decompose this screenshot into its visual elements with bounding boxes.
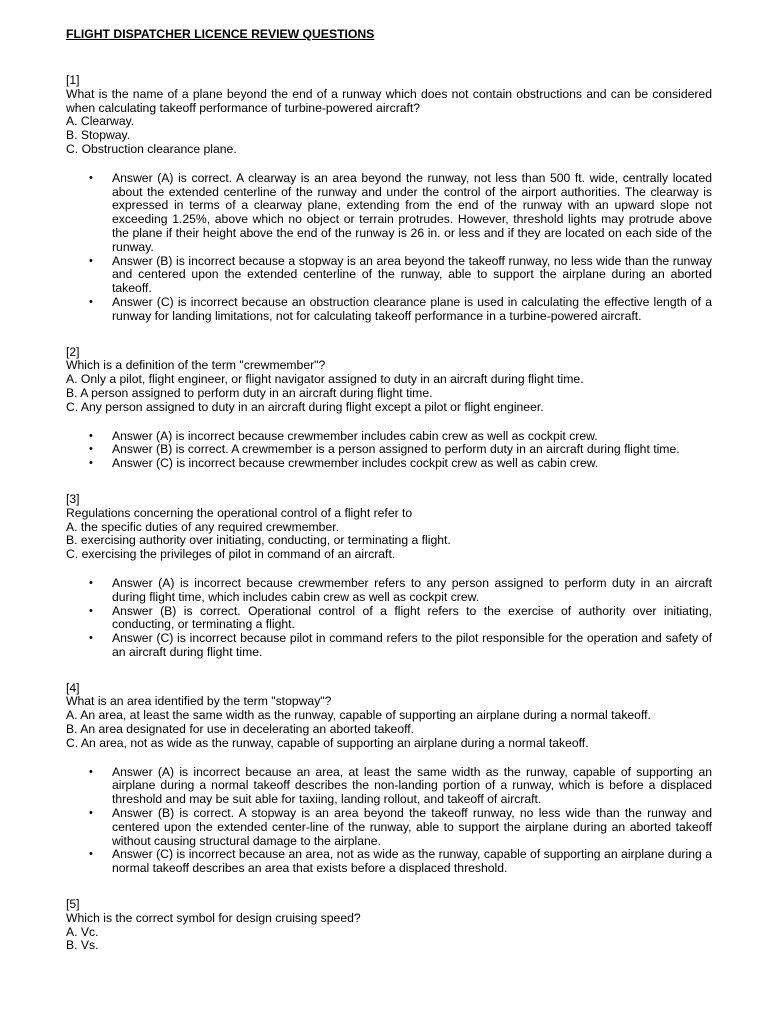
option-c: C. An area, not as wide as the runway, capable of supporting an airplane during a normal takeoff. [66,735,589,750]
bullet-icon: • [89,295,93,308]
question-4 [66,682,712,876]
answer-item [66,296,712,324]
option-b: B. A person assigned to perform duty in an aircraft during flight time. [66,385,433,400]
option-c: C. Any person assigned to duty in an aircraft during flight except a pilot or flight engineer. [66,399,544,414]
question-number: [3] [66,491,80,506]
answer-item [66,443,712,457]
question-5 [66,898,712,953]
bullet-icon: • [89,848,93,861]
answer-text: Answer (A) is incorrect because crewmember includes cabin crew as well as cockpit crew. [112,428,598,443]
answer-text: Answer (B) is correct. A stopway is an area beyond the takeoff runway, no less wide than the runway and centered upon the extended center-line of the runway, able to support the airplane during an aborted takeoff without causing structural damage to the airplane. [112,806,712,848]
question-number: [4] [66,680,80,695]
question-text: Which is a definition of the term "crewmember"? [66,358,326,373]
document-title: FLIGHT DISPATCHER LICENCE REVIEW QUESTIONS [66,27,375,41]
question-text: Regulations concerning the operational control of a flight refer to [66,505,413,520]
answer-item [66,766,712,807]
option-b: B. exercising authority over initiating, conducting, or terminating a flight. [66,533,451,548]
option-a: A. Clearway. [66,114,135,129]
question-text: What is the name of a plane beyond the end of a runway which does not contain obstructions and can be considered when calculating takeoff performance of turbine-powered aircraft? [66,86,712,115]
option-c: C. exercising the privileges of pilot in command of an aircraft. [66,547,396,562]
answer-item [66,605,712,633]
bullet-icon: • [89,604,93,617]
question-2 [66,346,712,471]
question-number: [2] [66,344,80,359]
option-b: B. Vs. [66,938,99,953]
answer-list [66,577,712,660]
question-text: What is an area identified by the term "stopway"? [66,694,332,709]
answer-text: Answer (B) is incorrect because a stopway is an area beyond the takeoff runway, no less wide than the runway and centered upon the extended centerline of the runway, able to support the airplane during an aborted takeoff. [112,253,712,296]
answer-text: Answer (C) is incorrect because an area, not as wide as the runway, capable of supporting an airplane during a normal takeoff describes an area that exists before a displaced threshold. [112,847,712,876]
question-number: [5] [66,897,80,912]
answer-text: Answer (A) is correct. A clearway is an area beyond the runway, not less than 500 ft. wide, centrally located about the extended centerline of the runway and under the control of the airport authorities. The clearway is expressed in terms of a clearway plane, extending from the end of the runway with an upward slope not exceeding 1.25%, above which no object or terrain protrudes. However, threshold lights may protrude above the plane if their height above the end of the runway is 26 in. or less and if they are located on each side of the runway. [112,170,712,254]
bullet-icon: • [89,632,93,645]
answer-text: Answer (C) is incorrect because pilot in command refers to the pilot responsible for the operation and safety of an aircraft during flight time. [112,631,712,659]
answer-list [66,430,712,471]
answer-text: Answer (C) is incorrect because an obstruction clearance plane is used in calculating the effective length of a runway for landing limitations, not for calculating takeoff performance in a turbine-powered aircraft. [112,294,712,323]
option-c: C. Obstruction clearance plane. [66,141,237,156]
answer-text: Answer (B) is correct. Operational control of a flight refers to the exercise of authority over initiating, conducting, or terminating a flight. [112,603,712,632]
bullet-icon: • [89,443,93,456]
option-b: B. An area designated for use in decelerating an aborted takeoff. [66,722,415,737]
answer-item [66,457,712,471]
answer-item [66,848,712,876]
question-1 [66,74,712,324]
option-b: B. Stopway. [66,128,131,143]
question-3 [66,493,712,660]
bullet-icon: • [89,171,93,184]
answer-text: Answer (B) is correct. A crewmember is a person assigned to perform duty in an aircraft during flight time. [112,442,680,457]
bullet-icon: • [89,765,93,778]
answer-list [66,172,712,324]
bullet-icon: • [89,457,93,470]
answer-item [66,632,712,660]
answer-text: Answer (A) is incorrect because crewmember refers to any person assigned to perform duty in an aircraft during flight time, which includes cabin crew as well as cockpit crew. [112,575,712,604]
question-text: Which is the correct symbol for design cruising speed? [66,910,361,925]
answer-list [66,766,712,876]
bullet-icon: • [89,429,93,442]
answer-text: Answer (C) is incorrect because crewmember includes cockpit crew as well as cabin crew. [112,456,599,471]
answer-item [66,255,712,296]
option-a: A. Only a pilot, flight engineer, or flight navigator assigned to duty in an aircraft during flight time. [66,372,584,387]
bullet-icon: • [89,807,93,820]
option-a: A. the specific duties of any required crewmember. [66,519,339,534]
bullet-icon: • [89,576,93,589]
option-a: A. An area, at least the same width as the runway, capable of supporting an airplane during a normal takeoff. [66,708,651,723]
bullet-icon: • [89,254,93,267]
answer-item [66,430,712,444]
answer-item [66,172,712,255]
answer-item [66,807,712,848]
question-number: [1] [66,73,80,87]
answer-item [66,577,712,605]
answer-text: Answer (A) is incorrect because an area, at least the same width as the runway, capable of supporting an airplane during a normal takeoff describes the non-landing portion of a runway, which is before a displaced threshold and may be suit able for taxiing, landing rollout, and takeoff of aircraft. [112,764,712,807]
option-a: A. Vc. [66,924,99,939]
